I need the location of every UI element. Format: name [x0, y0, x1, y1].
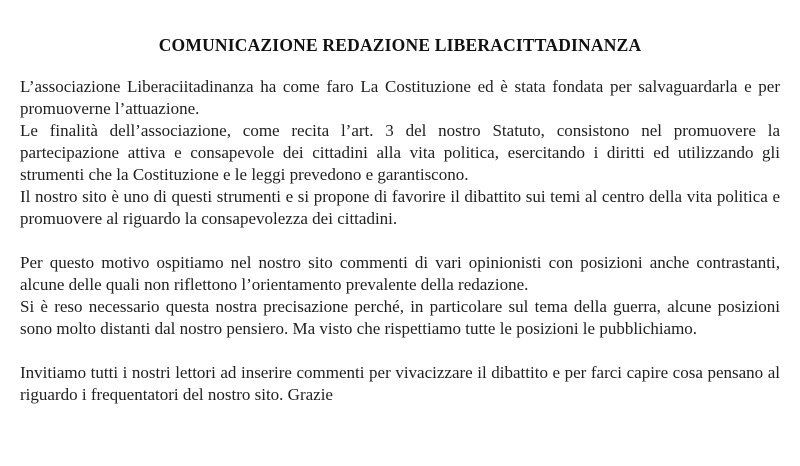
paragraph: Si è reso necessario questa nostra precisazione perché, in particolare sul tema della guerra, alcune posizioni sono molto distanti dal nostro pensiero. Ma visto che rispettiamo tutte le posizioni le pubblichiamo. [20, 297, 780, 338]
paragraph: Invitiamo tutti i nostri lettori ad inserire commenti per vivacizzare il dibattito e per farci capire cosa pensano al riguardo i frequentatori del nostro sito. Grazie [20, 363, 780, 404]
paragraph-block-invitation [20, 362, 780, 406]
paragraph-block-positions [20, 252, 780, 340]
paragraph: Per questo motivo ospitiamo nel nostro sito commenti di vari opinionisti con posizioni anche contrastanti, alcune delle quali non riflettono l’orientamento prevalente della redazione. [20, 253, 780, 294]
document-title: COMUNICAZIONE REDAZIONE LIBERACITTADINANZA [158, 35, 642, 55]
paragraph: Il nostro sito è uno di questi strumenti e si propone di favorire il dibattito sui temi al centro della vita politica e promuovere al riguardo la consapevolezza dei cittadini. [20, 187, 780, 228]
paragraph-block-intro [20, 76, 780, 230]
paragraph: Le finalità dell’associazione, come recita l’art. 3 del nostro Statuto, consistono nel promuovere la partecipazione attiva e consapevole dei cittadini alla vita politica, esercitando i diritti ed utilizzando gli strumenti che la Costituzione e le leggi prevedono e garantiscono. [20, 121, 780, 184]
paragraph: L’associazione Liberaciitadinanza ha come faro La Costituzione ed è stata fondata per salvaguardarla e per promuoverne l’attuazione. [20, 77, 780, 118]
